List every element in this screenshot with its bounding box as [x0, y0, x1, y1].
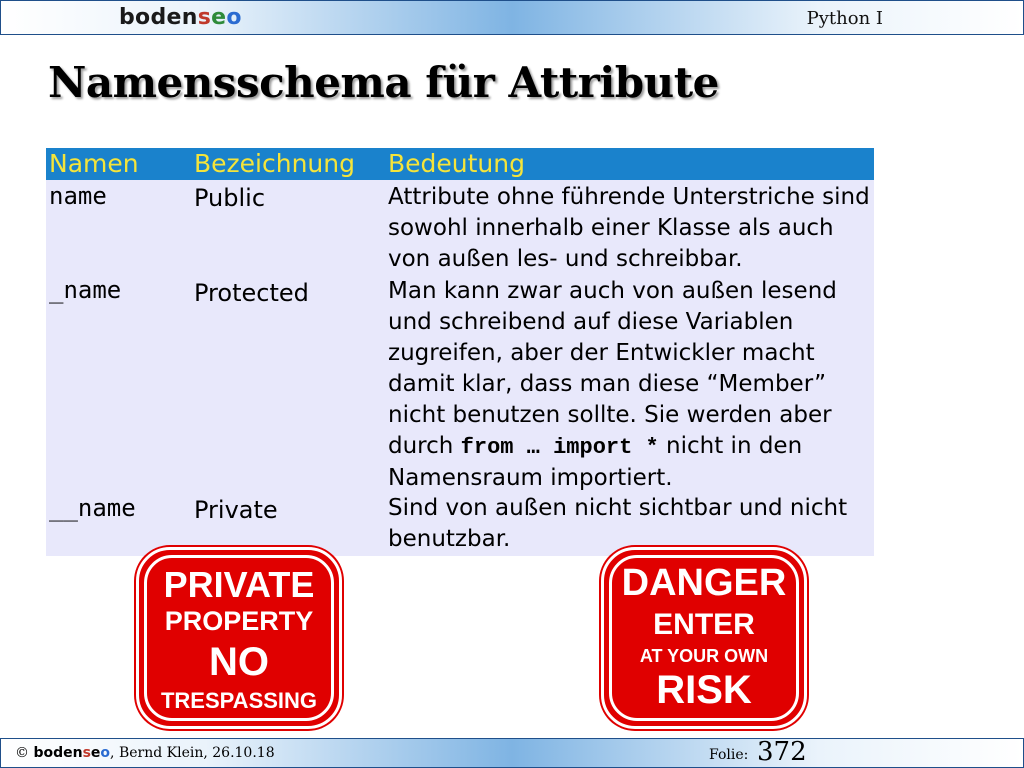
table-row-description: Man kann zwar auch von außen lesend und schreibend auf diese Variablen zugreifen, aber der Entwickler macht damit klar, dass man diese “Member” nicht benutzen sollte. Sie werden aber durch from … import * nicht in den Namensraum importiert.	[388, 278, 837, 491]
import-code-snippet: from … import *	[460, 435, 659, 460]
column-header-bezeichnung: Bezeichnung	[194, 149, 355, 178]
table-row-name: _name	[49, 276, 122, 304]
footer-bar	[0, 738, 1024, 768]
table-header	[46, 148, 874, 180]
table-row-name: __name	[49, 494, 136, 522]
table-row-label: Private	[194, 496, 278, 524]
slide-number: 372	[757, 737, 807, 767]
slide-title: Namensschema für Attribute	[48, 58, 719, 107]
header-bar	[0, 0, 1024, 35]
column-header-bedeutung: Bedeutung	[388, 149, 525, 178]
table-row-description: Sind von außen nicht sichtbar und nicht benutzbar.	[388, 495, 848, 552]
table-row-name: name	[49, 182, 107, 210]
private-property-sign: PRIVATE PROPERTY NO TRESPASSING	[136, 547, 342, 729]
table-row-description: Attribute ohne führende Unterstriche sind sowohl innerhalb einer Klasse als auch von außen les- und schreibbar.	[388, 184, 870, 272]
footer-credit: © bodenseo, Bernd Klein, 26.10.18	[15, 745, 275, 761]
table-row-label: Public	[194, 184, 266, 212]
column-header-namen: Namen	[49, 149, 139, 178]
table-row-label: Protected	[194, 279, 309, 307]
slide-number-label: Folie:	[709, 747, 749, 763]
danger-sign: DANGER ENTER AT YOUR OWN RISK	[601, 547, 807, 729]
bodenseo-logo: bodenseo	[119, 5, 242, 30]
course-title: Python I	[806, 8, 883, 29]
naming-table	[46, 148, 874, 556]
